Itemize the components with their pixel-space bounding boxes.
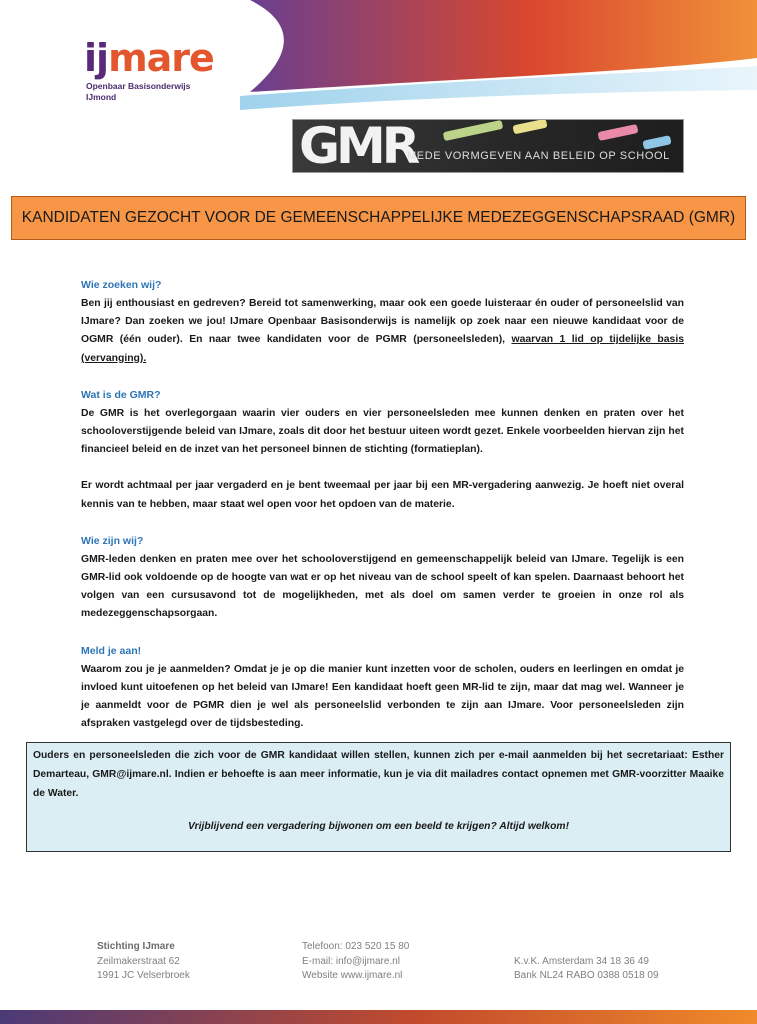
- section-heading: Wat is de GMR?: [81, 388, 161, 401]
- chalk-green: [443, 120, 504, 141]
- section-who-are-we: [81, 532, 684, 624]
- chalk-pink: [598, 124, 639, 141]
- logo-sub-line2: IJmond: [86, 92, 117, 102]
- footer-blank: [514, 940, 659, 955]
- footer-website: Website www.ijmare.nl: [302, 970, 403, 981]
- footer-email: E-mail: info@ijmare.nl: [302, 955, 400, 967]
- footer-address: [97, 940, 190, 984]
- section-who-we-seek: [81, 276, 684, 368]
- gmr-tagline: MEDE VORMGEVEN AAN BELEID OP SCHOOL: [407, 150, 670, 162]
- section-text: Waarom zou je je aanmelden? Omdat je je op die manier kunt inzetten voor de scholen, ouders en leerlingen en omdat je invloed kunt uitoefenen op het beleid van IJmare! Een kandidaat hoeft geen MR-lid te zijn, maar dat mag wel. Wanneer je je aanmeldt voor de PGMR dien je wel als personeelslid verbonden te zijn aan IJmare. Voor personeelsleden zijn afspraken vastgelegd over de tijdsbesteding.: [81, 663, 684, 730]
- footer-contact: [302, 940, 409, 984]
- main-content: [81, 276, 684, 751]
- contact-infobox: [26, 742, 731, 852]
- logo-ij: ij: [84, 36, 109, 80]
- gmr-letters: GMR: [299, 119, 417, 173]
- text-underlined: waarvan 1 lid op tijdelijke basis (vervanging).: [81, 334, 684, 364]
- logo-subtitle: [86, 81, 190, 103]
- footer-org-name: Stichting IJmare: [97, 941, 175, 952]
- section-heading: Wie zijn wij?: [81, 534, 144, 547]
- section-heading: Meld je aan!: [81, 644, 142, 657]
- footer-registration: [514, 940, 659, 984]
- section-apply: [81, 642, 684, 734]
- text-body: Ben jij enthousiast en gedreven? Bereid tot samenwerking, maar ook een goede luisteraar én ouder of personeelslid van IJmare? Dan zoeken we jou! IJmare Openbaar Basisonderwijs is namelijk op zoek naar een nieuwe kandidaat voor de OGMR (één ouder). En naar twee kandidaten voor de PGMR (personeelsleden),: [81, 298, 684, 346]
- section-text: De GMR is het overlegorgaan waarin vier ouders en vier personeelsleden mee kunnen denken en praten over het schooloverstijgende beleid van IJmare, zoals dit door het bestuur uiteen wordt gezet. Enkele voorbeelden hiervan zijn het financieel beleid en de inzet van het personeel binnen de stichting (formatieplan).: [81, 407, 684, 456]
- logo-mare: mare: [108, 36, 214, 80]
- logo-wordmark: [84, 38, 214, 78]
- gmr-banner-image: [292, 119, 684, 173]
- section-text: Er wordt achtmaal per jaar vergaderd en je bent tweemaal per jaar bij een MR-vergadering aanwezig. Je hoeft niet overal kennis van te hebben, maar staat wel open voor het opdoen van de materie.: [81, 480, 684, 510]
- footer-color-bar: [0, 1010, 757, 1024]
- logo-sub-line1: Openbaar Basisonderwijs: [86, 81, 191, 91]
- footer-city: 1991 JC Velserbroek: [97, 970, 190, 981]
- infobox-text: Ouders en personeelsleden die zich voor de GMR kandidaat willen stellen, kunnen zich per e-mail aanmelden bij het secretariaat: Esther Demarteau, GMR@ijmare.nl. Indien er behoefte is aan meer informatie, kun je via dit mailadres contact opnemen met GMR-voorzitter Maaike de Water.: [33, 750, 724, 799]
- footer-phone: Telefoon: 023 520 15 80: [302, 941, 410, 952]
- footer-street: Zeilmakerstraat 62: [97, 955, 180, 967]
- section-text: [81, 295, 684, 368]
- chalk-yellow: [512, 119, 547, 134]
- footer-bank: Bank NL24 RABO 0388 0518 09: [514, 970, 659, 981]
- infobox-invite: Vrijblijvend een vergadering bijwonen om een beeld te krijgen? Altijd welkom!: [187, 821, 570, 832]
- footer-kvk: K.v.K. Amsterdam 34 18 36 49: [514, 955, 649, 967]
- section-text: GMR-leden denken en praten mee over het schooloverstijgend en gemeenschappelijk beleid van IJmare. Tegelijk is een GMR-lid ook voldoende op de hoogte van wat er op het niveau van de school speelt of kan spelen. Daarnaast behoort het volgen van een cursusavond tot de mogelijkheden, met als doel om samen verder te groeien in onze rol als medezeggenschapsorgaan.: [81, 553, 684, 620]
- ijmare-logo: [84, 38, 234, 108]
- chalk-blue: [642, 135, 671, 150]
- section-heading: Wie zoeken wij?: [81, 279, 162, 291]
- page-title: KANDIDATEN GEZOCHT VOOR DE GEMEENSCHAPPELIJKE MEDEZEGGENSCHAPSRAAD (GMR): [11, 196, 746, 240]
- section-what-is-gmr: [81, 386, 684, 514]
